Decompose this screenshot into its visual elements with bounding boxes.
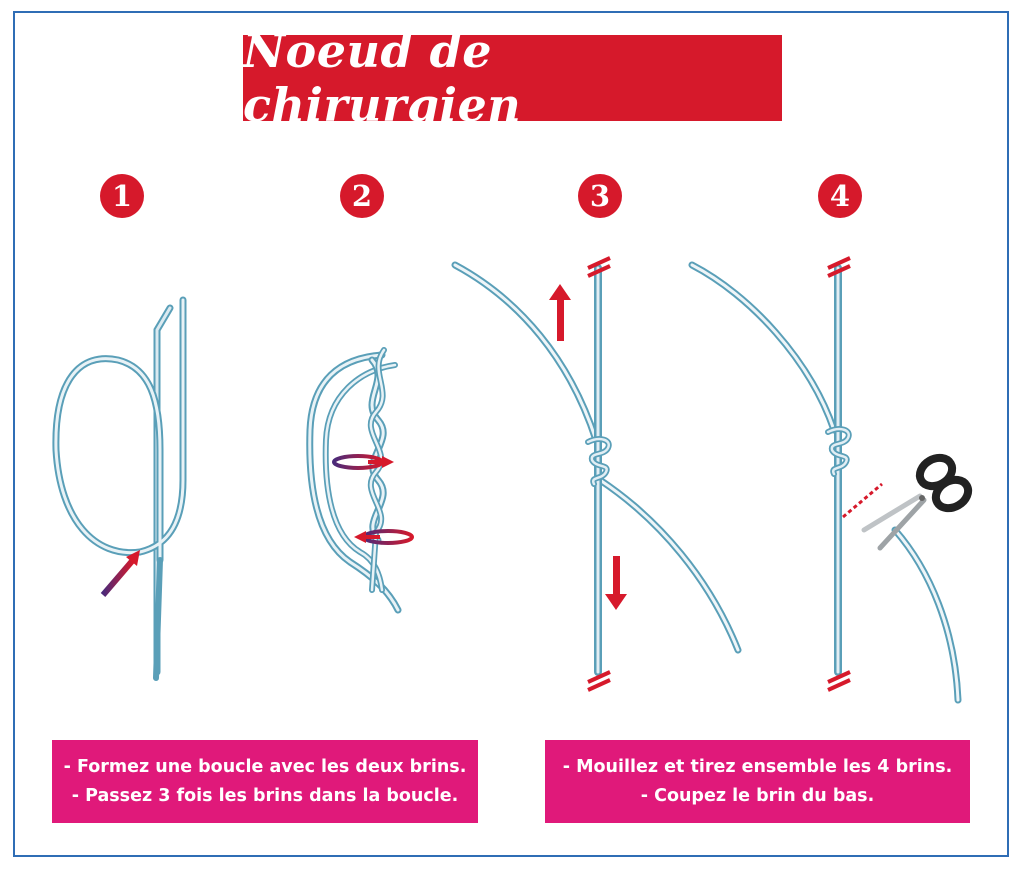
arrow-down-icon bbox=[605, 556, 627, 610]
caption-left-line-2: - Passez 3 fois les brins dans la boucle. bbox=[71, 785, 459, 806]
page-title: Noeud de chirurgien bbox=[243, 24, 522, 132]
caption-right bbox=[545, 740, 970, 823]
arrow-up-icon bbox=[549, 284, 571, 341]
step2-illustration bbox=[310, 350, 412, 610]
caption-left-line-1: - Formez une boucle avec les deux brins. bbox=[63, 756, 467, 777]
step-number-1: 1 bbox=[100, 174, 144, 218]
caption-right-line-2: - Coupez le brin du bas. bbox=[640, 785, 875, 806]
step-number-3: 3 bbox=[578, 174, 622, 218]
step-number-4: 4 bbox=[818, 174, 862, 218]
step-number-2: 2 bbox=[340, 174, 384, 218]
step1-illustration bbox=[56, 300, 183, 678]
caption-left bbox=[52, 740, 478, 823]
caption-right-line-1: - Mouillez et tirez ensemble les 4 brins. bbox=[562, 756, 953, 777]
arrow-up-icon bbox=[103, 560, 133, 595]
scissors-icon bbox=[864, 452, 973, 548]
step3-illustration bbox=[455, 258, 738, 690]
